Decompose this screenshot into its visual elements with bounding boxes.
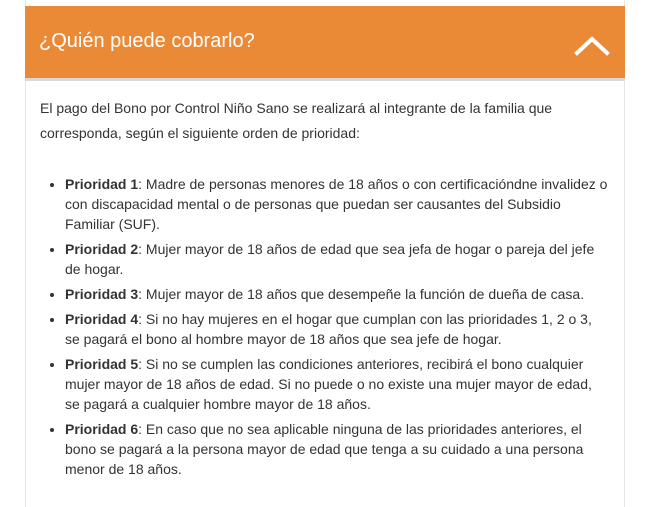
- list-item: [65, 309, 610, 349]
- priority-label: Prioridad 4: [65, 311, 139, 327]
- priority-label: Prioridad 1: [65, 176, 139, 192]
- list-item: [65, 284, 610, 304]
- chevron-up-icon[interactable]: [574, 33, 610, 57]
- priority-text: : Mujer mayor de 18 años de edad que sea jefa de hogar o pareja del jefe de hogar.: [65, 241, 595, 277]
- priority-label: Prioridad 2: [65, 241, 139, 257]
- priority-label: Prioridad 5: [65, 356, 139, 372]
- priority-label: Prioridad 6: [65, 421, 139, 437]
- priority-text: : En caso que no sea aplicable ninguna de las prioridades anteriores, el bono se pagará a la persona mayor de edad que tenga a su cuidado a una persona menor de 18 años.: [65, 421, 584, 477]
- list-item: [65, 239, 610, 279]
- priority-text: : Mujer mayor de 18 años que desempeñe la función de dueña de casa.: [138, 286, 585, 302]
- accordion-body: [40, 96, 610, 477]
- priority-label: Prioridad 3: [65, 286, 139, 302]
- priority-list: [40, 174, 610, 484]
- list-item: [65, 354, 610, 414]
- priority-text: : Si no hay mujeres en el hogar que cumplan con las prioridades 1, 2 o 3, se pagará el bono al hombre mayor de 18 años que sea jefe de hogar.: [65, 311, 592, 347]
- priority-text: : Si no se cumplen las condiciones anteriores, recibirá el bono cualquier mujer mayor de 18 años de edad. Si no puede o no existe una mujer mayor de edad, se pagará a cualquier hombre mayor de 18 años.: [65, 356, 592, 412]
- priority-text: : Madre de personas menores de 18 años o con certificacióndne invalidez o con discapacidad mental o de personas que puedan ser causantes del Subsidio Familiar (SUF).: [65, 176, 608, 232]
- list-item: [65, 174, 610, 234]
- accordion-header[interactable]: [25, 6, 625, 81]
- accordion-title: ¿Quién puede cobrarlo?: [39, 30, 255, 52]
- list-item: [65, 419, 610, 479]
- intro-paragraph: El pago del Bono por Control Niño Sano se realizará al integrante de la familia que corresponda, según el siguiente orden de prioridad:: [40, 100, 553, 141]
- accordion-panel: [25, 0, 625, 507]
